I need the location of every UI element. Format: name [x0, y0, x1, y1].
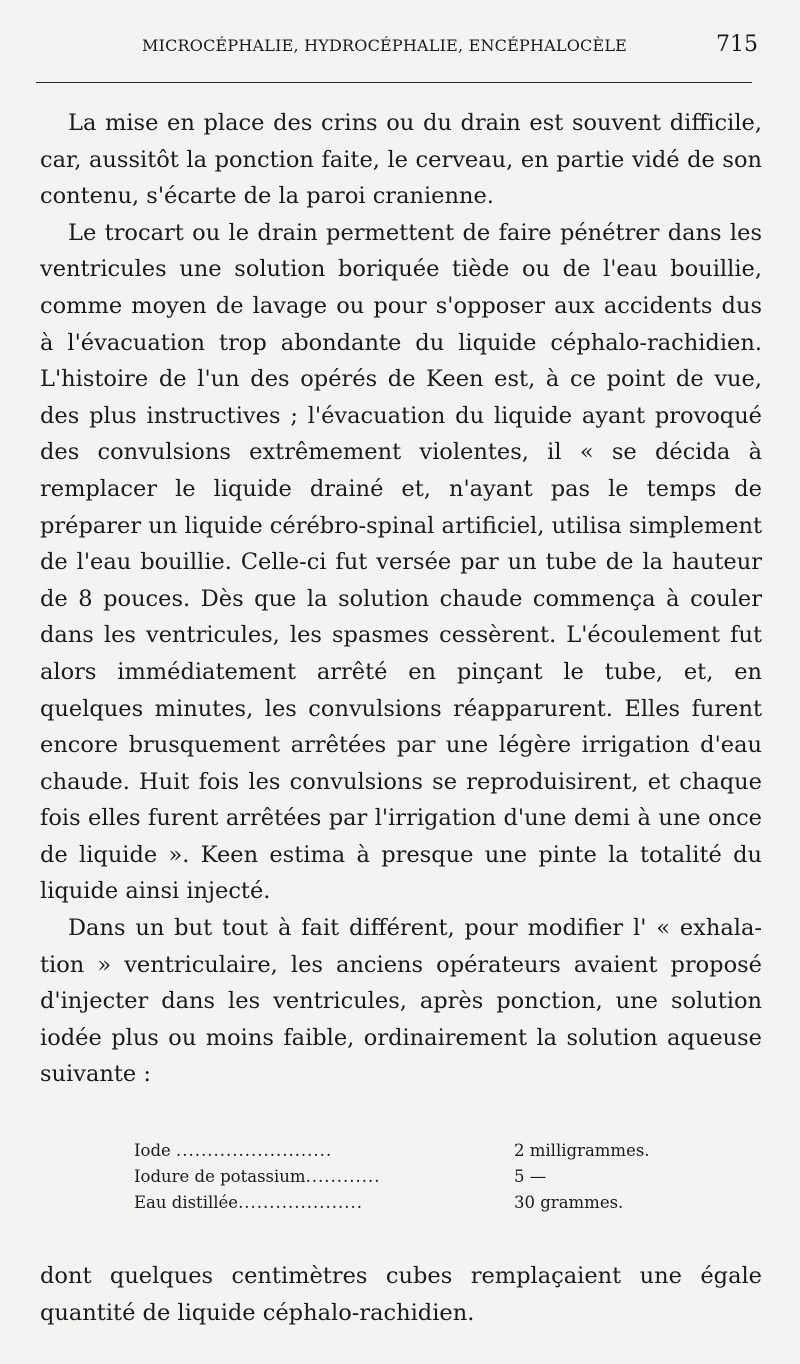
running-title: MICROCÉPHALIE, HYDROCÉPHALIE, ENCÉPHALOCÈLE	[142, 36, 628, 55]
formula-ingredient	[134, 1138, 514, 1164]
formula-quantity: 5 —	[514, 1167, 547, 1186]
formula-row	[134, 1190, 694, 1216]
page-header	[0, 30, 800, 70]
formula-quantity: 2 milligrammes.	[514, 1141, 650, 1160]
formula-table	[134, 1138, 694, 1216]
closing-paragraph: dont quelques centimètres cubes remplaçaient une égale quantité de liquide céphalo-rachidien.	[40, 1263, 762, 1326]
header-rule	[36, 82, 752, 83]
leader-dots: ....................	[238, 1193, 363, 1212]
paragraph-1: La mise en place des crins ou du drain est souvent difficile, car, aussitôt la ponction faite, le cerveau, en partie vidé de son contenu, s'écarte de la paroi cranienne.	[40, 110, 762, 210]
ingredient-name: Iodure de potassium	[134, 1167, 306, 1186]
formula-row	[134, 1138, 694, 1164]
formula-ingredient	[134, 1190, 514, 1216]
formula-ingredient	[134, 1164, 514, 1190]
leader-dots: .........................	[176, 1141, 333, 1160]
ingredient-name: Eau distillée	[134, 1193, 239, 1212]
body-text	[40, 105, 762, 1093]
closing-text	[40, 1258, 762, 1331]
page-number: 715	[716, 32, 758, 57]
formula-row	[134, 1164, 694, 1190]
leader-dots: ............	[305, 1167, 381, 1186]
formula-quantity: 30 grammes.	[514, 1193, 624, 1212]
paragraph-3: Dans un but tout à fait différent, pour modifier l' « exhalation » ventriculaire, les anciens opérateurs avaient proposé d'injecter dans les ventricules, après ponction, une solution iodée plus ou moins faible, ordinairement la solution aqueuse suivante :	[40, 915, 762, 1088]
ingredient-name: Iode	[134, 1141, 171, 1160]
paragraph-2: Le trocart ou le drain permettent de faire pénétrer dans les ventricules une solution boriquée tiède ou de l'eau bouillie, comme moyen de lavage ou pour s'opposer aux accidents dus à l'évacuation trop abondante du liquide céphalo-rachidien. L'histoire de l'un des opérés de Keen est, à ce point de vue, des plus instructives ; l'évacuation du liquide ayant provoqué des convulsions extrêmement violentes, il « se décida à remplacer le liquide drainé et, n'ayant pas le temps de préparer un liquide cérébro-spinal artificiel, utilisa simplement de l'eau bouillie. Celle-ci fut versée par un tube de la hauteur de 8 pouces. Dès que la solution chaude commença à couler dans les ventricules, les spasmes cessèrent. L'écoulement fut alors immédiatement arrêté en pinçant le tube, et, en quelques minutes, les convulsions réapparurent. Elles furent encore brusquement arrêtées par une légère irrigation d'eau chaude. Huit fois les convulsions se reproduisirent, et chaque fois elles furent arrêtées par l'irrigation d'une demi à une once de liquide ». Keen estima à presque une pinte la totalité du liquide ainsi injecté.	[40, 219, 762, 905]
